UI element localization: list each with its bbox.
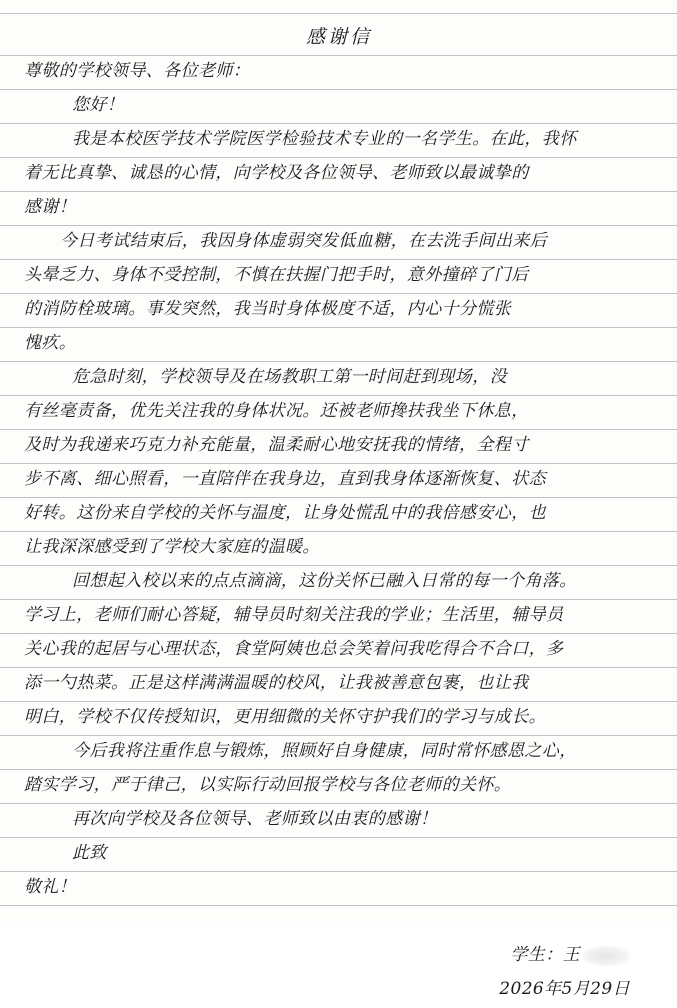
letter-salutation: 尊敬的学校领导、各位老师： <box>24 61 251 81</box>
letter-body-line: 添一勺热菜。正是这样满满温暖的校风，让我被善意包裹，也让我 <box>24 673 529 693</box>
letter-body-line: 好转。这份来自学校的关怀与温度，让身处慌乱中的我倍感安心，也 <box>24 503 546 523</box>
letter-salute: 敬礼！ <box>24 877 77 897</box>
letter-body-line: 让我深深感受到了学校大家庭的温暖。 <box>24 537 320 557</box>
signature-label: 学生：王 <box>510 945 580 965</box>
letter-date: 2026年5月29日 <box>499 979 630 999</box>
letter-body-line: 今后我将注重作息与锻炼，照顾好自身健康，同时常怀感恩之心， <box>72 741 577 761</box>
letter-body-line: 着无比真挚、诚恳的心情，向学校及各位领导、老师致以最诚挚的 <box>24 163 529 183</box>
letter-body-line: 我是本校医学技术学院医学检验技术专业的一名学生。在此，我怀 <box>72 129 577 149</box>
letter-body-line: 步不离、细心照看，一直陪伴在我身边，直到我身体逐渐恢复、状态 <box>24 469 546 489</box>
letter-title: 感谢信 <box>305 26 372 48</box>
letter-body-line: 愧疚。 <box>24 333 77 353</box>
letter-body-line: 踏实学习，严于律己，以实际行动回报学校与各位老师的关怀。 <box>24 775 512 795</box>
letter-body-line: 学习上，老师们耐心答疑，辅导员时刻关注我的学业；生活里，辅导员 <box>24 605 564 625</box>
letter-body-line: 感谢！ <box>24 197 77 217</box>
letter-body-line: 及时为我递来巧克力补充能量，温柔耐心地安抚我的情绪，全程寸 <box>24 435 529 455</box>
letter-closing: 此致 <box>72 843 107 863</box>
thank-you-letter <box>24 22 654 1008</box>
letter-body-line: 有丝毫责备，优先关注我的身体状况。还被老师搀扶我坐下休息， <box>24 401 529 421</box>
letter-body-line: 再次向学校及各位领导、老师致以由衷的感谢！ <box>72 809 438 829</box>
letter-blank-line <box>24 906 654 940</box>
letter-body-line: 头晕乏力、身体不受控制，不慎在扶握门把手时，意外撞碎了门后 <box>24 265 529 285</box>
letter-signature <box>24 940 654 974</box>
letter-greeting: 您好！ <box>72 95 125 115</box>
letter-body-line: 今日考试结束后，我因身体虚弱突发低血糖，在去洗手间出来后 <box>60 231 548 251</box>
letter-body-line: 回想起入校以来的点点滴滴，这份关怀已融入日常的每一个角落。 <box>72 571 577 591</box>
letter-body-line: 的消防栓玻璃。事发突然，我当时身体极度不适，内心十分慌张 <box>24 299 512 319</box>
letter-body-line: 关心我的起居与心理状态，食堂阿姨也总会笑着问我吃得合不合口，多 <box>24 639 564 659</box>
letter-body-line: 危急时刻，学校领导及在场教职工第一时间赶到现场，没 <box>72 367 507 387</box>
redacted-name-blur <box>582 946 630 966</box>
letter-body-line: 明白，学校不仅传授知识，更用细微的关怀守护我们的学习与成长。 <box>24 707 546 727</box>
